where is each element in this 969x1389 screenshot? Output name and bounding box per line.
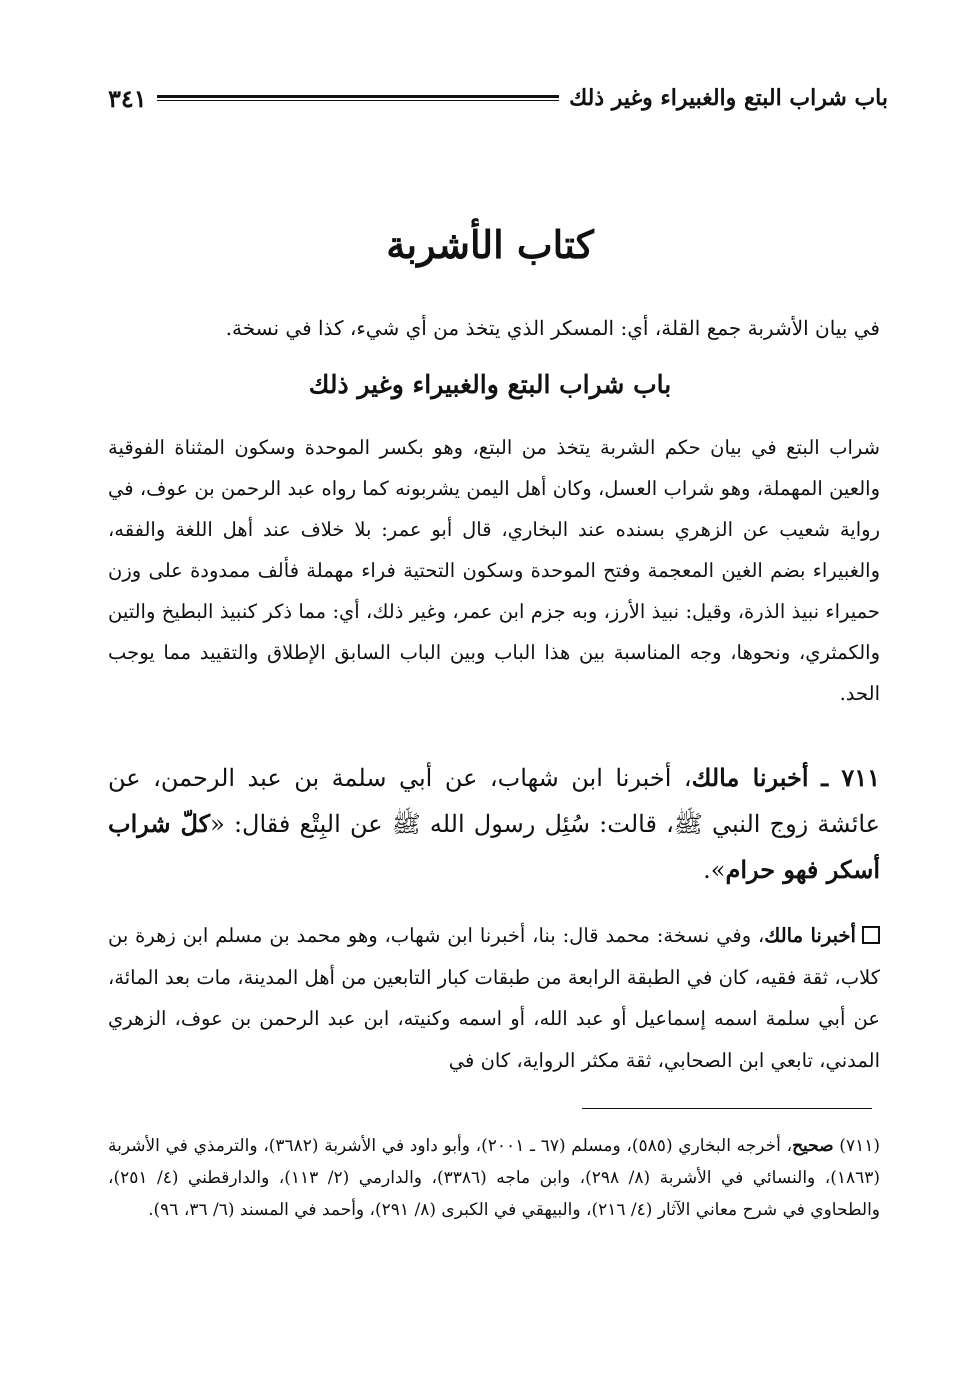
hadith-chain: ، أخبرنا ابن شهاب، عن أبي سلمة بن عبد الرحمن، عن عائشة زوج النبي ﷺ، قالت: سُئِل رسول الله ﷺ عن البِتْع فقال: « <box>108 764 881 838</box>
hadith-number: ٧١١ ـ <box>821 763 880 792</box>
explanation-lead: أخبرنا مالك <box>764 924 856 947</box>
header-rule <box>157 95 559 101</box>
explanation-paragraph <box>108 915 880 1081</box>
book-title: كتاب الأشربة <box>386 222 594 267</box>
footnote-ref: (٧١١) <box>839 1136 880 1156</box>
explanation-text: ، وفي نسخة: محمد قال: بنا، أخبرنا ابن شهاب، وهو محمد بن مسلم ابن زهرة بن كلاب، ثقة فقيه، كان في الطبقة الرابعة من طبقات كبار التابعين من أهل المدينة، مات بعد المائة، عن أبي سلمة اسمه إسماعيل أو عبد الله، أو اسمه وكنيته، ابن عبد الرحمن بن عوف، الزهري المدني، تابعي ابن الصحابي، ثقة مكثر الرواية، كان في <box>108 924 880 1072</box>
intro-paragraph: في بيان الأشربة جمع القلة، أي: المسكر الذي يتخذ من أي شيء، كذا في نسخة. <box>225 316 880 340</box>
footnote <box>108 1130 880 1226</box>
hadith-closing: ». <box>703 856 726 884</box>
chapter-title: باب شراب البتع والغبيراء وغير ذلك <box>308 370 672 399</box>
footnote-divider <box>582 1108 872 1109</box>
footnote-text: ، أخرجه البخاري (٥٨٥)، ومسلم (٦٧ ـ ٢٠٠١)، وأبو داود في الأشربة (٣٦٨٢)، والترمذي في الأشربة (١٨٦٣)، والنسائي في الأشربة (٨/ ٢٩٨)، وابن ماجه (٣٣٨٦)، والدارمي (٢/ ١١٣)، والدارقطني (٤/ ٢٥١)، والطحاوي في شرح معاني الآثار (٤/ ٢١٦)، والبيهقي في الكبرى (٨/ ٢٩١)، وأحمد في المسند (٦/ ٣٦، ٩٦). <box>108 1136 881 1220</box>
hadith-narrator: أخبرنا مالك <box>691 763 809 792</box>
hadith-quote: كلّ شراب أسكر فهو حرام <box>108 809 880 884</box>
page-number: ٣٤١ <box>108 83 147 113</box>
commentary-paragraph: شراب البتع في بيان حكم الشربة يتخذ من البتع، وهو بكسر الموحدة وسكون المثناة الفوقية والعين المهملة، وهو شراب العسل، وكان أهل اليمن يشربونه كما رواه عبد الرحمن بن عوف، في رواية شعيب عن الزهري بسنده عند البخاري، قال أبو عمر: بلا خلاف عند أهل اللغة والفقه، والغبيراء بضم الغين المعجمة وفتح الموحدة وسكون التحتية فراء مهملة فألف ممدودة على وزن حميراء نبيذ الذرة، وقيل: نبيذ الأرز، وبه جزم ابن عمر، وغير ذلك، أي: مما ذكر كنبيذ البطيخ والتين والكمثري، ونحوها، وجه المناسبة بين هذا الباب وبين الباب السابق الإطلاق والتقييد مما يوجب الحد. <box>108 436 880 705</box>
running-header <box>108 78 888 118</box>
hadith-text <box>108 755 880 893</box>
footnote-grade: صحيح <box>792 1136 834 1156</box>
square-marker-icon <box>862 926 880 944</box>
running-header-title: باب شراب البتع والغبيراء وغير ذلك <box>569 85 888 111</box>
